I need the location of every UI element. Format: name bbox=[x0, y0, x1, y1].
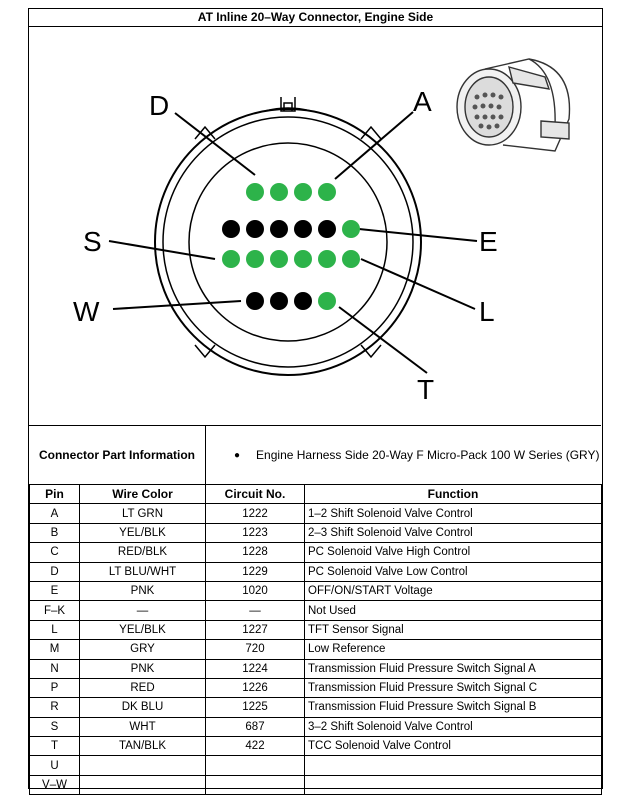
pin-dot bbox=[342, 220, 360, 238]
label-s: S bbox=[83, 226, 102, 257]
header-circuit-no: Circuit No. bbox=[206, 485, 305, 504]
pin-dot bbox=[246, 220, 264, 238]
pin-dot bbox=[318, 250, 336, 268]
connector-sheet bbox=[28, 8, 603, 792]
cell-wire-color: YEL/BLK bbox=[80, 523, 206, 542]
cell-wire-color bbox=[80, 756, 206, 775]
pin-dot bbox=[318, 220, 336, 238]
sheet-title: AT Inline 20–Way Connector, Engine Side bbox=[29, 9, 602, 27]
cell-circuit: 1020 bbox=[206, 581, 305, 600]
cell-pin: C bbox=[30, 543, 80, 562]
pin-dot bbox=[246, 292, 264, 310]
table-row bbox=[30, 756, 602, 775]
cell-function bbox=[305, 775, 602, 794]
cell-function: 1–2 Shift Solenoid Valve Control bbox=[305, 504, 602, 523]
pin-dot bbox=[294, 183, 312, 201]
pin-dot bbox=[270, 250, 288, 268]
cell-circuit: 720 bbox=[206, 640, 305, 659]
pin-dot bbox=[294, 220, 312, 238]
cell-pin: V–W bbox=[30, 775, 80, 794]
pin-dot bbox=[294, 250, 312, 268]
header-function: Function bbox=[305, 485, 602, 504]
connector-part-info-label: Connector Part Information bbox=[29, 426, 206, 484]
cell-wire-color: LT GRN bbox=[80, 504, 206, 523]
pin-dot bbox=[222, 250, 240, 268]
connector-part-info-value bbox=[206, 426, 601, 484]
table-row bbox=[30, 601, 602, 620]
pin-dot bbox=[270, 220, 288, 238]
cell-wire-color: WHT bbox=[80, 717, 206, 736]
cell-circuit: 1226 bbox=[206, 678, 305, 697]
cell-pin: N bbox=[30, 659, 80, 678]
cell-wire-color: PNK bbox=[80, 659, 206, 678]
cell-circuit: 422 bbox=[206, 737, 305, 756]
table-row bbox=[30, 581, 602, 600]
cell-circuit bbox=[206, 775, 305, 794]
header-wire-color: Wire Color bbox=[80, 485, 206, 504]
cell-wire-color: GRY bbox=[80, 640, 206, 659]
cell-function: OFF/ON/START Voltage bbox=[305, 581, 602, 600]
cell-function: PC Solenoid Valve Low Control bbox=[305, 562, 602, 581]
cell-function: Not Used bbox=[305, 601, 602, 620]
cell-function: 3–2 Shift Solenoid Valve Control bbox=[305, 717, 602, 736]
cell-pin: R bbox=[30, 698, 80, 717]
cell-pin: T bbox=[30, 737, 80, 756]
label-d: D bbox=[149, 90, 170, 121]
cell-pin: B bbox=[30, 523, 80, 542]
cell-wire-color: RED/BLK bbox=[80, 543, 206, 562]
cell-function: Transmission Fluid Pressure Switch Signal C bbox=[305, 678, 602, 697]
cell-wire-color: — bbox=[80, 601, 206, 620]
pin-dot bbox=[294, 292, 312, 310]
cell-function: Transmission Fluid Pressure Switch Signal B bbox=[305, 698, 602, 717]
cell-wire-color: RED bbox=[80, 678, 206, 697]
connector-part-description: Engine Harness Side 20-Way F Micro-Pack 100 W Series (GRY) bbox=[256, 448, 600, 462]
pin-dot bbox=[270, 292, 288, 310]
table-row bbox=[30, 543, 602, 562]
cell-wire-color: PNK bbox=[80, 581, 206, 600]
cell-pin: P bbox=[30, 678, 80, 697]
table-header-row bbox=[30, 485, 602, 504]
connector-diagram bbox=[29, 27, 601, 425]
cell-wire-color: TAN/BLK bbox=[80, 737, 206, 756]
label-l: L bbox=[479, 296, 495, 327]
connector-face-svg bbox=[29, 27, 601, 425]
cell-pin: L bbox=[30, 620, 80, 639]
table-row bbox=[30, 678, 602, 697]
cell-wire-color: LT BLU/WHT bbox=[80, 562, 206, 581]
pin-dot bbox=[318, 183, 336, 201]
table-row bbox=[30, 717, 602, 736]
cell-wire-color: DK BLU bbox=[80, 698, 206, 717]
table-row bbox=[30, 523, 602, 542]
pin-dot bbox=[222, 220, 240, 238]
cell-wire-color bbox=[80, 775, 206, 794]
table-row bbox=[30, 698, 602, 717]
cell-circuit: 1229 bbox=[206, 562, 305, 581]
label-w: W bbox=[73, 296, 100, 327]
table-row bbox=[30, 737, 602, 756]
pin-dots bbox=[222, 183, 360, 310]
pin-dot bbox=[246, 250, 264, 268]
connector-3d-icon bbox=[457, 59, 570, 151]
cell-function: PC Solenoid Valve High Control bbox=[305, 543, 602, 562]
cell-circuit: 1223 bbox=[206, 523, 305, 542]
pin-dot bbox=[270, 183, 288, 201]
table-row bbox=[30, 562, 602, 581]
cell-function: Low Reference bbox=[305, 640, 602, 659]
cell-circuit: 687 bbox=[206, 717, 305, 736]
header-pin: Pin bbox=[30, 485, 80, 504]
table-row bbox=[30, 504, 602, 523]
cell-wire-color: YEL/BLK bbox=[80, 620, 206, 639]
pin-dot bbox=[318, 292, 336, 310]
table-row bbox=[30, 620, 602, 639]
label-t: T bbox=[417, 374, 435, 405]
table-row bbox=[30, 659, 602, 678]
cell-function: 2–3 Shift Solenoid Valve Control bbox=[305, 523, 602, 542]
connector-part-info bbox=[29, 425, 601, 485]
bullet-icon: ● bbox=[234, 449, 241, 461]
cell-pin: F–K bbox=[30, 601, 80, 620]
cell-pin: S bbox=[30, 717, 80, 736]
label-e: E bbox=[479, 226, 498, 257]
cell-pin: U bbox=[30, 756, 80, 775]
cell-function: TFT Sensor Signal bbox=[305, 620, 602, 639]
table-row bbox=[30, 640, 602, 659]
pinout-table bbox=[29, 484, 602, 795]
table-row bbox=[30, 775, 602, 794]
cell-pin: M bbox=[30, 640, 80, 659]
pin-dot bbox=[246, 183, 264, 201]
cell-pin: D bbox=[30, 562, 80, 581]
cell-circuit: 1228 bbox=[206, 543, 305, 562]
cell-circuit bbox=[206, 756, 305, 775]
cell-circuit: — bbox=[206, 601, 305, 620]
cell-circuit: 1224 bbox=[206, 659, 305, 678]
label-a: A bbox=[413, 86, 432, 117]
cell-function: TCC Solenoid Valve Control bbox=[305, 737, 602, 756]
cell-pin: A bbox=[30, 504, 80, 523]
cell-circuit: 1225 bbox=[206, 698, 305, 717]
cell-function bbox=[305, 756, 602, 775]
cell-circuit: 1227 bbox=[206, 620, 305, 639]
pin-dot bbox=[342, 250, 360, 268]
cell-pin: E bbox=[30, 581, 80, 600]
cell-function: Transmission Fluid Pressure Switch Signal A bbox=[305, 659, 602, 678]
cell-circuit: 1222 bbox=[206, 504, 305, 523]
